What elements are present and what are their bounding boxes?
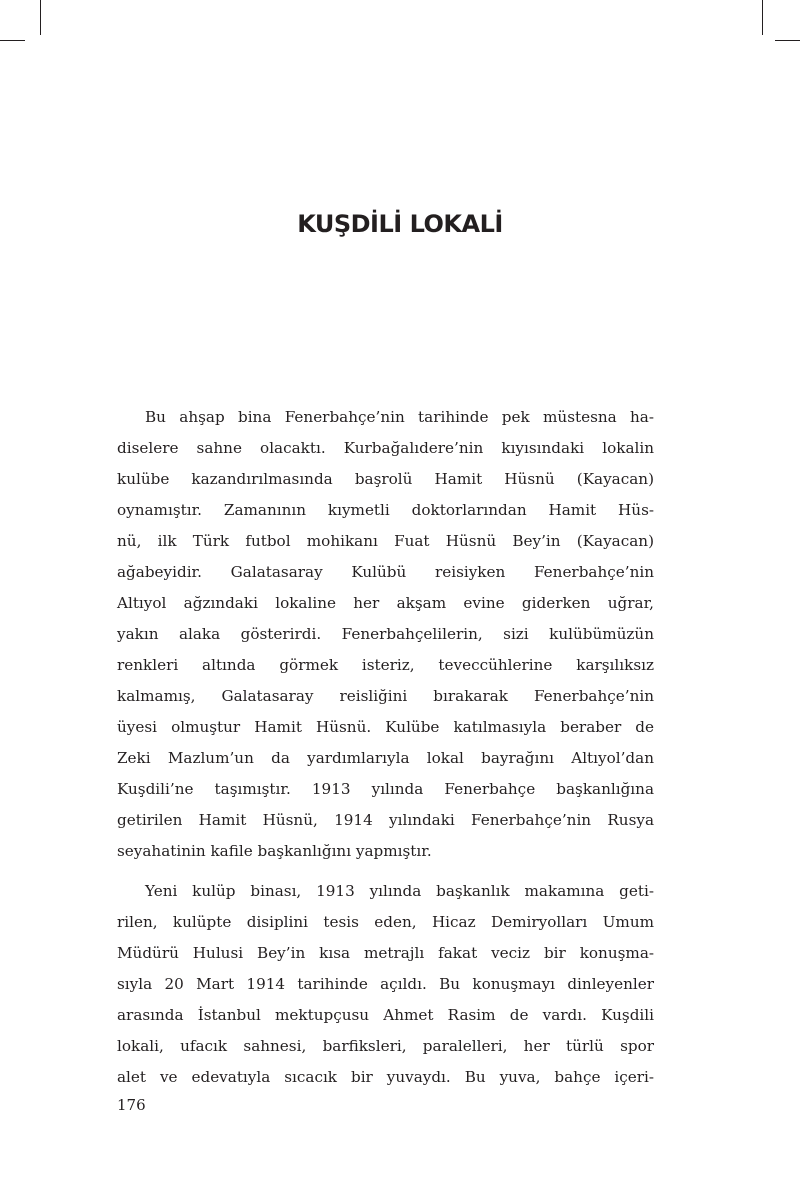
text-line: Müdürü Hulusi Bey’in kısa metrajlı fakat veciz bir konuşma- xyxy=(117,944,654,962)
text-line: oynamıştır. Zamanının kıymetli doktorlarından Hamit Hüs- xyxy=(117,501,654,519)
text-line: sıyla 20 Mart 1914 tarihinde açıldı. Bu konuşmayı dinleyenler xyxy=(117,975,654,993)
text-line: ağabeyidir. Galatasaray Kulübü reisiyken Fenerbahçe’nin xyxy=(117,563,654,581)
paragraph-1 xyxy=(117,402,654,867)
text-line: seyahatinin kafile başkanlığını yapmıştır. xyxy=(117,842,432,860)
text-line: üyesi olmuştur Hamit Hüsnü. Kulübe katılmasıyla beraber de xyxy=(117,718,654,736)
text-line: Altıyol ağzındaki lokaline her akşam evine giderken uğrar, xyxy=(117,594,654,612)
text-line: kulübe kazandırılmasında başrolü Hamit Hüsnü (Kayacan) xyxy=(117,470,654,488)
crop-mark-top-left xyxy=(40,0,41,35)
text-line: Zeki Mazlum’un da yardımlarıyla lokal bayrağını Altıyol’dan xyxy=(117,749,654,767)
text-line: renkleri altında görmek isteriz, teveccühlerine karşılıksız xyxy=(117,656,654,674)
text-line: lokali, ufacık sahnesi, barfiksleri, paralelleri, her türlü spor xyxy=(117,1037,654,1055)
text-line: arasında İstanbul mektupçusu Ahmet Rasim de vardı. Kuşdili xyxy=(117,1006,654,1024)
body-text xyxy=(117,402,654,1093)
text-line: Bu ahşap bina Fenerbahçe’nin tarihinde pek müstesna ha- xyxy=(145,408,654,426)
text-line: yakın alaka gösterirdi. Fenerbahçelilerin, sizi kulübümüzün xyxy=(117,625,654,643)
text-line: Yeni kulüp binası, 1913 yılında başkanlık makamına geti- xyxy=(145,882,654,900)
paragraph-2 xyxy=(117,876,654,1093)
page-number: 176 xyxy=(117,1096,146,1114)
text-line: getirilen Hamit Hüsnü, 1914 yılındaki Fenerbahçe’nin Rusya xyxy=(117,811,654,829)
crop-mark-top-right xyxy=(762,0,763,35)
crop-mark-left-top xyxy=(0,40,25,41)
text-line: nü, ilk Türk futbol mohikanı Fuat Hüsnü Bey’in (Kayacan) xyxy=(117,532,654,550)
text-line: rilen, kulüpte disiplini tesis eden, Hicaz Demiryolları Umum xyxy=(117,913,654,931)
text-line: Kuşdili’ne taşımıştır. 1913 yılında Fenerbahçe başkanlığına xyxy=(117,780,654,798)
text-line: diselere sahne olacaktı. Kurbağalıdere’nin kıyısındaki lokalin xyxy=(117,439,654,457)
chapter-title: KUŞDİLİ LOKALİ xyxy=(297,210,503,238)
text-line: kalmamış, Galatasaray reisliğini bırakarak Fenerbahçe’nin xyxy=(117,687,654,705)
text-line: alet ve edevatıyla sıcacık bir yuvaydı. Bu yuva, bahçe içeri- xyxy=(117,1068,654,1086)
crop-mark-right-top xyxy=(775,40,800,41)
